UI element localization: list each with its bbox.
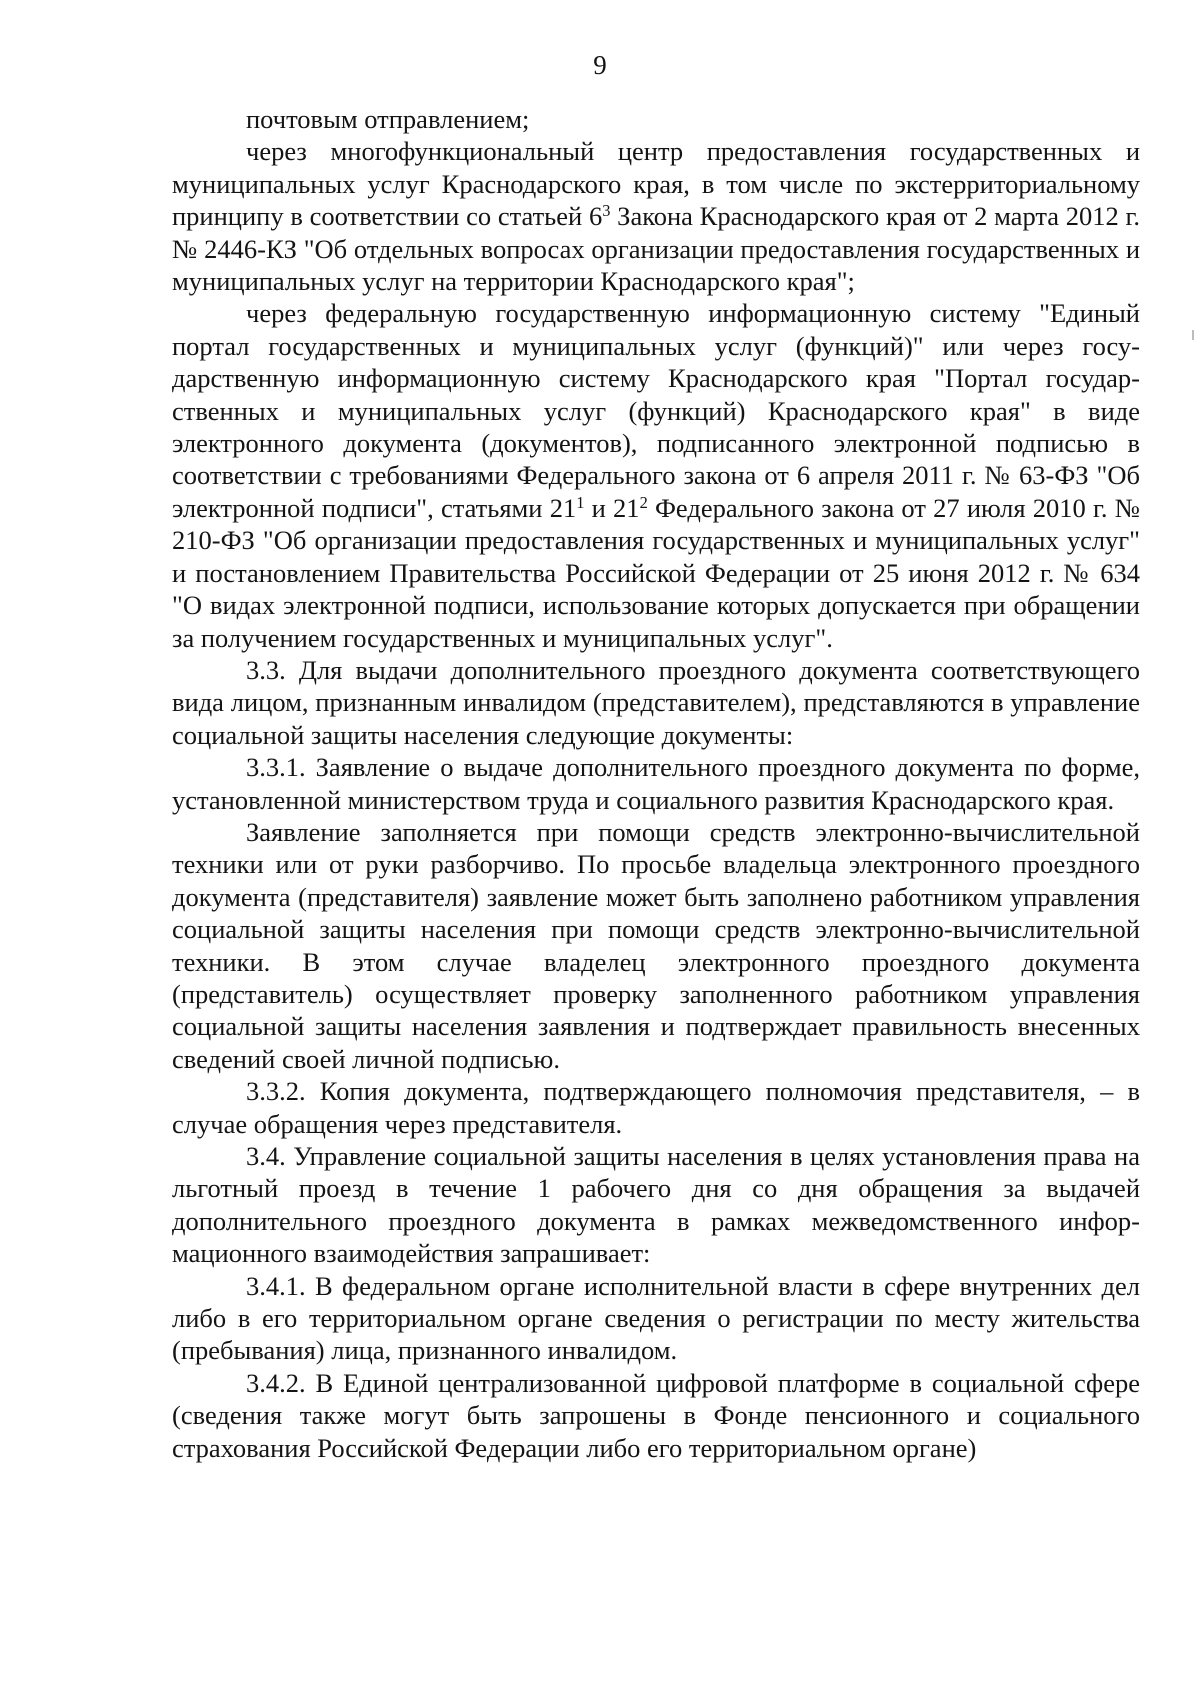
superscript: 2 — [639, 492, 648, 512]
paragraph-application — [172, 816, 1140, 1075]
document-body — [172, 103, 1140, 1464]
paragraph-text: 3.3.2. Копия документа, подтверждающего полномочия представителя, – в случае обращения через представителя. — [172, 1076, 1140, 1139]
paragraph-text: Заявление заполняется при помощи средств электронно-вычислительной техники или от руки разборчиво. По просьбе владельца электронного проездного документа (представителя) заявление может быть заполнено работником управления социальной защиты населения при помощи средств электронно-вычислительной техники. В этом случае владелец электронного проездного документа (представитель) осуществляет проверку заполненного работником управления социальной защиты населения заявления и подтверждает правильность внесенных сведений своей личной подписью. — [172, 816, 1140, 1074]
paragraph-3-3 — [172, 654, 1140, 751]
paragraph-text-tail: Федерального закона от 27 июля 2010 г. № 210-ФЗ "Об организации предоставления государственных и муниципальных услуг" и постановлением Правительства Российской Федерации от 25 июня 2012 г. № 634 "О видах электронной подписи, использование которых допускается при обращении за получением государственных и муниципальных услуг". — [172, 492, 1141, 653]
paragraph-text: почтовым отправлением; — [246, 104, 530, 134]
paragraph-text: через многофункциональный центр предоставления государственных и муниципальных услуг Краснодарского края, в том числе по экстерриториальному принципу в соответствии со статьей 6 — [172, 136, 1140, 232]
paragraph-text: 3.4. Управление социальной защиты населения в целях установления права на льготный проезд в течение 1 рабочего дня со дня обращения за выдачей дополнительного проездного документа в рамках межведомственного информационного взаимодействия запрашивает: — [172, 1141, 1140, 1269]
paragraph-mfc — [172, 135, 1140, 297]
superscript: 1 — [576, 492, 585, 512]
paragraph-portal — [172, 297, 1140, 653]
paragraph-3-4-2 — [172, 1367, 1140, 1464]
paragraph-3-4-1 — [172, 1270, 1140, 1367]
paragraph-text-tail: и 21 — [584, 492, 640, 523]
paragraph-text: 3.4.2. В Единой централизованной цифровой платформе в социальной сфере (сведения также могут быть запрошены в Фонде пенсионного и социального страхования Российской Федерации либо его территориальном органе) — [172, 1367, 1140, 1463]
paragraph-text-tail: Закона Краснодарского края от 2 марта 2012 г. № 2446-КЗ "Об отдельных вопросах организации предоставления государственных и муниципальных услуг на территории Краснодарского края"; — [172, 201, 1141, 297]
paragraph-text: 3.3. Для выдачи дополнительного проездного документа соответствующего вида лицом, признанным инвалидом (представителем), представляются в управление социальной защиты населения следующие документы: — [172, 654, 1140, 750]
paragraph-text: 3.4.1. В федеральном органе исполнительной власти в сфере внутренних дел либо в его территориальном органе сведения о регистрации по месту жительства (пребывания) лица, признанного инвалидом. — [172, 1270, 1140, 1366]
paragraph-text: через федеральную государственную информационную систему "Единый портал государственных и муниципальных услуг (функций)" или через государственную информационную систему Краснодарского края "Портал государственных и муниципальных услуг (функций) Краснодарского края" в виде электронного документа (документов), подписанного электронной подписью в соответствии с требованиями Федерального закона от 6 апреля 2011 г. № 63-ФЗ "Об электронной подписи", статьями 21 — [172, 298, 1140, 523]
paragraph-3-3-2 — [172, 1075, 1140, 1140]
paragraph-3-3-1 — [172, 751, 1140, 816]
scan-artifact — [1192, 330, 1194, 340]
paragraph-3-4 — [172, 1140, 1140, 1270]
paragraph-postal — [172, 103, 1140, 135]
paragraph-text: 3.3.1. Заявление о выдаче дополнительного проездного документа по форме, установленной министерством труда и социального развития Краснодарского края. — [172, 752, 1140, 815]
page-number: 9 — [593, 50, 607, 80]
superscript: 3 — [602, 201, 611, 221]
